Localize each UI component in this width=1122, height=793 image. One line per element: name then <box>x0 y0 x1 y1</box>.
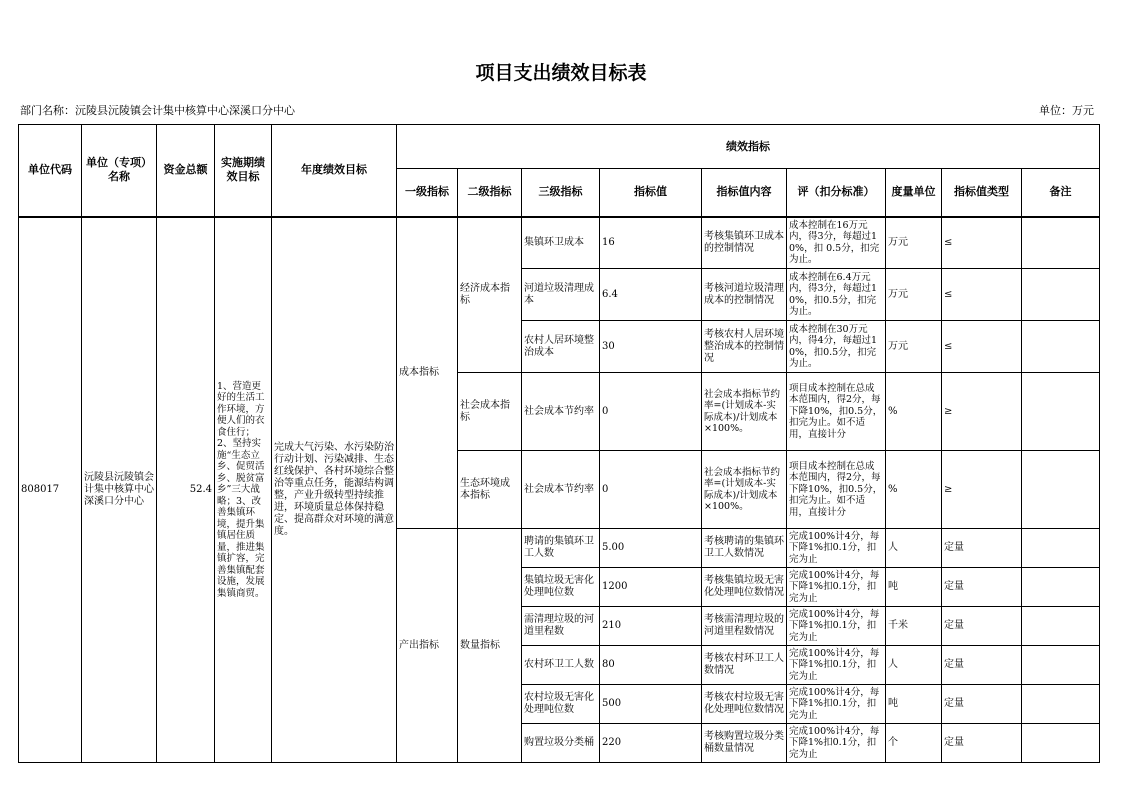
remarks-cell <box>1022 568 1100 607</box>
level3-cell: 购置垃圾分类桶 <box>522 724 600 763</box>
header-period-goal: 实施期绩效目标 <box>215 125 272 217</box>
measure-unit-cell: 千米 <box>886 607 942 646</box>
scoring-cell: 项目成本控制在总成本范围内，得2分，每下降10%，扣0.5分，扣完为止。如不适用，直接计分 <box>787 451 886 529</box>
value-type-cell: 定量 <box>942 529 1022 568</box>
scoring-cell: 项目成本控制在总成本范围内，得2分，每下降10%，扣0.5分，扣完为止。如不适用，直接计分 <box>787 373 886 451</box>
content-cell: 社会成本指标节约率=(计划成本-实际成本)/计划成本×100%。 <box>702 451 787 529</box>
level1-cost-cell: 成本指标 <box>397 217 458 529</box>
remarks-cell <box>1022 269 1100 321</box>
header-level1: 一级指标 <box>397 169 458 217</box>
content-cell: 考核河道垃圾清理成本的控制情况 <box>702 269 787 321</box>
content-cell: 考核需清理垃圾的河道里程数情况 <box>702 607 787 646</box>
value-type-cell: 定量 <box>942 724 1022 763</box>
content-cell: 考核农村环卫工人数情况 <box>702 646 787 685</box>
header-unit-name: 单位（专项）名称 <box>82 125 157 217</box>
value-cell: 80 <box>600 646 702 685</box>
header-level2: 二级指标 <box>458 169 522 217</box>
measure-unit-cell: % <box>886 373 942 451</box>
remarks-cell <box>1022 451 1100 529</box>
value-cell: 5.00 <box>600 529 702 568</box>
value-type-cell: 定量 <box>942 607 1022 646</box>
header-performance-indicators: 绩效指标 <box>397 125 1100 169</box>
level3-cell: 集镇环卫成本 <box>522 217 600 269</box>
scoring-cell: 完成100%计4分，每下降1%扣0.1分，扣完为止 <box>787 724 886 763</box>
level2-social-cell: 社会成本指标 <box>458 373 522 451</box>
measure-unit-cell: 人 <box>886 529 942 568</box>
measure-unit-cell: 吨 <box>886 685 942 724</box>
level2-eco-cell: 生态环境成本指标 <box>458 451 522 529</box>
header-total-funds: 资金总额 <box>157 125 215 217</box>
value-type-cell: ≤ <box>942 269 1022 321</box>
header-measure-unit: 度量单位 <box>886 169 942 217</box>
measure-unit-cell: 人 <box>886 646 942 685</box>
scoring-cell: 完成100%计4分，每下降1%扣0.1分，扣完为止 <box>787 607 886 646</box>
level3-cell: 聘请的集镇环卫工人数 <box>522 529 600 568</box>
value-cell: 500 <box>600 685 702 724</box>
scoring-cell: 成本控制在6.4万元内，得3分，每超过10%，扣0.5分，扣完为止。 <box>787 269 886 321</box>
scoring-cell: 成本控制在30万元内，得4分，每超过10%，扣0.5分，扣完为止。 <box>787 321 886 373</box>
department-label: 部门名称：沅陵县沅陵镇会计集中核算中心深溪口分中心 <box>20 104 295 117</box>
remarks-cell <box>1022 646 1100 685</box>
remarks-cell <box>1022 724 1100 763</box>
content-cell: 考核集镇环卫成本的控制情况 <box>702 217 787 269</box>
value-type-cell: ≥ <box>942 373 1022 451</box>
measure-unit-cell: 吨 <box>886 568 942 607</box>
value-cell: 0 <box>600 373 702 451</box>
measure-unit-cell: 万元 <box>886 321 942 373</box>
value-cell: 16 <box>600 217 702 269</box>
header-unit-code: 单位代码 <box>19 125 82 217</box>
level3-cell: 农村人居环境整治成本 <box>522 321 600 373</box>
scoring-cell: 完成100%计4分，每下降1%扣0.1分，扣完为止 <box>787 568 886 607</box>
period-goal-cell: 1、营造更好的生活工作环境，方便人们的衣食住行； 2、坚持实施“生态立乡、促贸活乡、脱贫富乡”三大战略；3、改善集镇环境，提升集镇居住质量，推进集镇扩容，完善集镇配套设施，发展集镇商贸。 <box>215 217 272 763</box>
level2-quantity-cell: 数量指标 <box>458 529 522 763</box>
remarks-cell <box>1022 685 1100 724</box>
header-remarks: 备注 <box>1022 169 1100 217</box>
content-cell: 考核聘请的集镇环卫工人数情况 <box>702 529 787 568</box>
annual-goal-cell: 完成大气污染、水污染防治行动计划、污染减排、生态红线保护、各村环境综合整治等重点任务，能源结构调整，产业升级转型持续推进，环境质量总体保持稳定、提高群众对环境的满意度。 <box>272 217 397 763</box>
value-cell: 0 <box>600 451 702 529</box>
level1-output-cell: 产出指标 <box>397 529 458 763</box>
remarks-cell <box>1022 529 1100 568</box>
level3-cell: 需清理垃圾的河道里程数 <box>522 607 600 646</box>
scoring-cell: 完成100%计4分，每下降1%扣0.1分，扣完为止 <box>787 685 886 724</box>
value-cell: 6.4 <box>600 269 702 321</box>
level2-economic-cell: 经济成本指标 <box>458 217 522 373</box>
table-row <box>19 217 1100 269</box>
total-funds-cell: 52.4 <box>157 217 215 763</box>
measure-unit-cell: 万元 <box>886 217 942 269</box>
level3-cell: 农村垃圾无害化处理吨位数 <box>522 685 600 724</box>
measure-unit-cell: % <box>886 451 942 529</box>
remarks-cell <box>1022 217 1100 269</box>
value-cell: 210 <box>600 607 702 646</box>
unit-code-cell: 808017 <box>19 217 82 763</box>
value-type-cell: 定量 <box>942 646 1022 685</box>
currency-unit-label: 单位：万元 <box>1039 104 1094 117</box>
header-annual-goal: 年度绩效目标 <box>272 125 397 217</box>
header-value-type: 指标值类型 <box>942 169 1022 217</box>
level3-cell: 社会成本节约率 <box>522 373 600 451</box>
value-type-cell: 定量 <box>942 685 1022 724</box>
content-cell: 考核农村人居环境整治成本的控制情况 <box>702 321 787 373</box>
header-value: 指标值 <box>600 169 702 217</box>
content-cell: 考核农村垃圾无害化处理吨位数情况 <box>702 685 787 724</box>
value-type-cell: ≤ <box>942 321 1022 373</box>
measure-unit-cell: 万元 <box>886 269 942 321</box>
page-title: 项目支出绩效目标表 <box>475 62 647 84</box>
remarks-cell <box>1022 373 1100 451</box>
scoring-cell: 成本控制在16万元内，得3分，每超过10%，扣 0.5分，扣完为止。 <box>787 217 886 269</box>
performance-target-table <box>18 124 1100 763</box>
header-content: 指标值内容 <box>702 169 787 217</box>
header-level3: 三级指标 <box>522 169 600 217</box>
value-type-cell: ≤ <box>942 217 1022 269</box>
content-cell: 考核购置垃圾分类桶数量情况 <box>702 724 787 763</box>
scoring-cell: 完成100%计4分，每下降1%扣0.1分，扣完为止 <box>787 646 886 685</box>
unit-name-cell: 沅陵县沅陵镇会计集中核算中心深溪口分中心 <box>82 217 157 763</box>
value-type-cell: ≥ <box>942 451 1022 529</box>
level3-cell: 农村环卫工人数 <box>522 646 600 685</box>
measure-unit-cell: 个 <box>886 724 942 763</box>
value-type-cell: 定量 <box>942 568 1022 607</box>
level3-cell: 河道垃圾清理成本 <box>522 269 600 321</box>
level3-cell: 集镇垃圾无害化处理吨位数 <box>522 568 600 607</box>
level3-cell: 社会成本节约率 <box>522 451 600 529</box>
header-scoring: 评（扣分标准） <box>787 169 886 217</box>
value-cell: 1200 <box>600 568 702 607</box>
content-cell: 考核集镇垃圾无害化处理吨位数情况 <box>702 568 787 607</box>
value-cell: 220 <box>600 724 702 763</box>
scoring-cell: 完成100%计4分，每下降1%扣0.1分，扣完为止 <box>787 529 886 568</box>
remarks-cell <box>1022 607 1100 646</box>
value-cell: 30 <box>600 321 702 373</box>
content-cell: 社会成本指标节约率=(计划成本-实际成本)/计划成本×100%。 <box>702 373 787 451</box>
header-row-1 <box>19 125 1100 169</box>
remarks-cell <box>1022 321 1100 373</box>
